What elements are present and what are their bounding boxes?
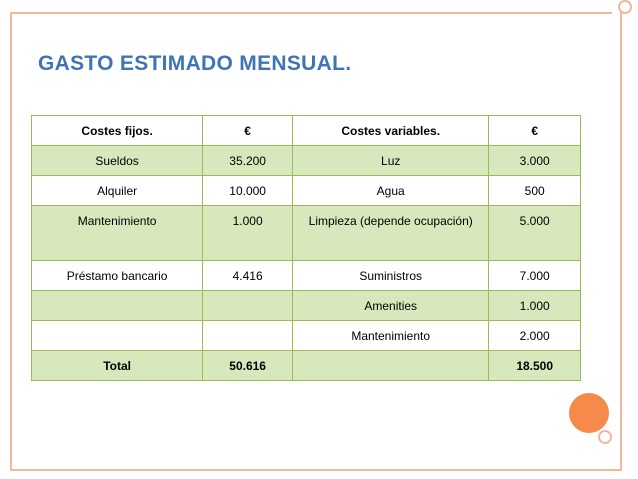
fixed-cost-label: Sueldos — [32, 146, 203, 176]
fixed-cost-label: Alquiler — [32, 176, 203, 206]
variable-cost-label: Suministros — [293, 261, 489, 291]
frame-bottom-line — [10, 469, 622, 471]
table-total-row — [32, 351, 581, 381]
frame-top-line — [10, 12, 612, 14]
table-row — [32, 321, 581, 351]
costs-table — [31, 115, 581, 381]
table-row — [32, 261, 581, 291]
variable-cost-label: Agua — [293, 176, 489, 206]
fixed-cost-value: 4.416 — [203, 261, 293, 291]
fixed-total-value: 50.616 — [203, 351, 293, 381]
table-header-row — [32, 116, 581, 146]
variable-cost-label: Mantenimiento — [293, 321, 489, 351]
fixed-cost-label: Préstamo bancario — [32, 261, 203, 291]
variable-total-value: 18.500 — [489, 351, 581, 381]
header-fixed-unit: € — [203, 116, 293, 146]
fixed-cost-value: 1.000 — [203, 206, 293, 261]
decorative-circle-small — [598, 430, 612, 444]
variable-cost-label: Amenities — [293, 291, 489, 321]
table-row — [32, 146, 581, 176]
variable-cost-value: 5.000 — [489, 206, 581, 261]
fixed-cost-value: 10.000 — [203, 176, 293, 206]
variable-cost-label: Luz — [293, 146, 489, 176]
header-fixed-costs: Costes fijos. — [32, 116, 203, 146]
fixed-cost-label — [32, 291, 203, 321]
table-row — [32, 291, 581, 321]
decorative-circle-top — [618, 0, 632, 14]
variable-cost-value: 7.000 — [489, 261, 581, 291]
variable-cost-value: 2.000 — [489, 321, 581, 351]
table-row — [32, 176, 581, 206]
fixed-cost-value: 35.200 — [203, 146, 293, 176]
fixed-cost-label — [32, 321, 203, 351]
fixed-cost-label: Mantenimiento — [32, 206, 203, 261]
fixed-cost-value — [203, 291, 293, 321]
header-variable-costs: Costes variables. — [293, 116, 489, 146]
header-variable-unit: € — [489, 116, 581, 146]
variable-cost-label: Limpieza (depende ocupación) — [293, 206, 489, 261]
total-label: Total — [32, 351, 203, 381]
variable-total-label — [293, 351, 489, 381]
variable-cost-value: 3.000 — [489, 146, 581, 176]
decorative-circle-orange — [569, 393, 609, 433]
fixed-cost-value — [203, 321, 293, 351]
table-row — [32, 206, 581, 261]
variable-cost-value: 1.000 — [489, 291, 581, 321]
page-title: GASTO ESTIMADO MENSUAL. — [38, 52, 352, 75]
variable-cost-value: 500 — [489, 176, 581, 206]
